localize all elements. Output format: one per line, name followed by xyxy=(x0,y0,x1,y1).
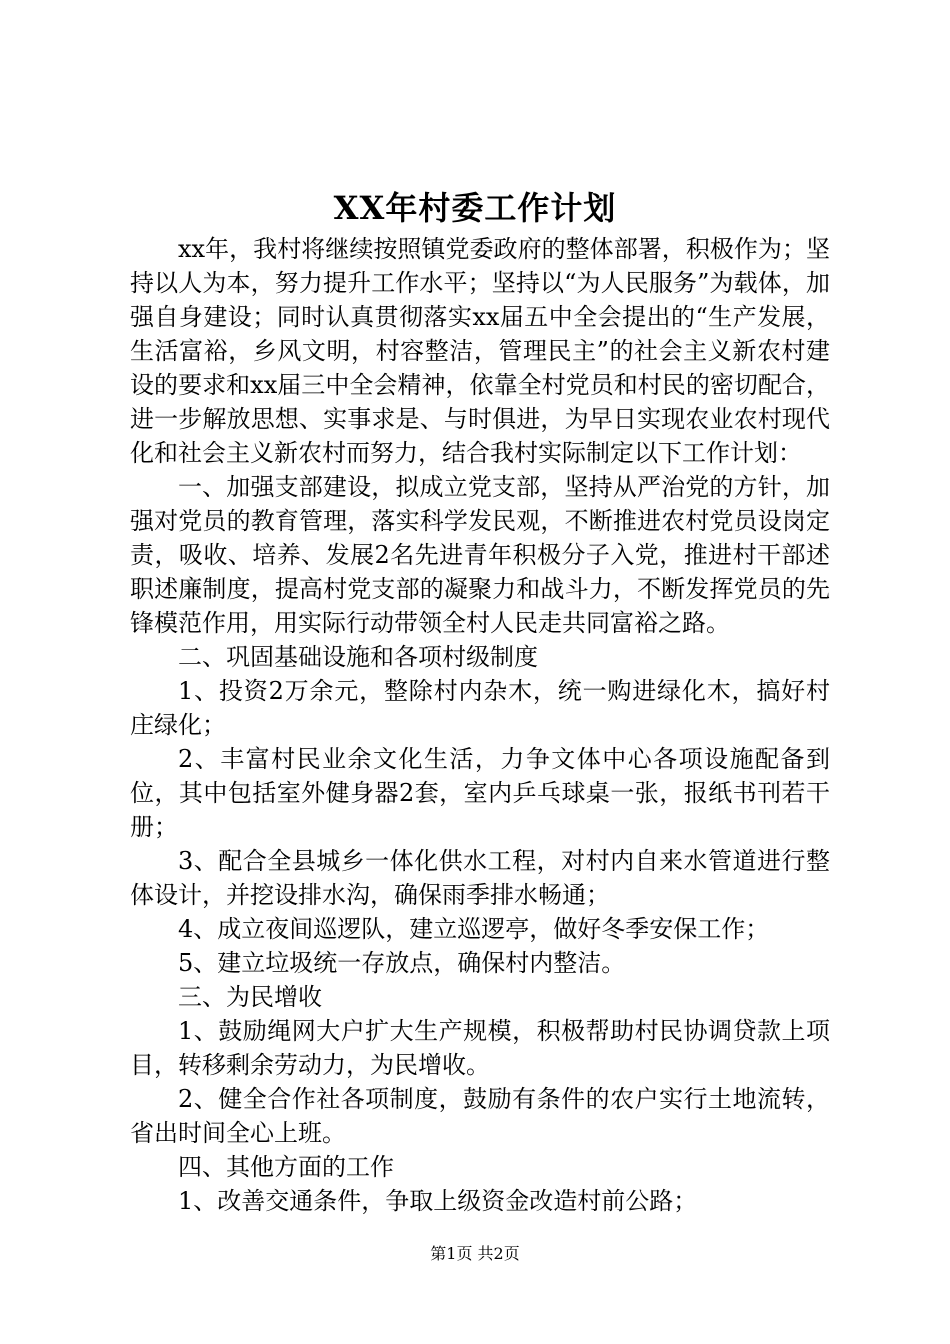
document-body xyxy=(130,232,830,1218)
list-item: 2、丰富村民业余文化生活，力争文体中心各项设施配备到位，其中包括室外健身器2套，室内乒乓球桌一张，报纸书刊若干册； xyxy=(130,745,830,841)
list-item: 3、配合全县城乡一体化供水工程，对村内自来水管道进行整体设计，并挖设排水沟，确保雨季排水畅通； xyxy=(130,847,830,909)
paragraph-intro: xx年，我村将继续按照镇党委政府的整体部署，积极作为；坚持以人为本，努力提升工作水平；坚持以“为人民服务”为载体，加强自身建设；同时认真贯彻落实xx届五中全会提出的“生产发展，生活富裕，乡风文明，村容整洁，管理民主”的社会主义新农村建设的要求和xx届三中全会精神，依靠全村党员和村民的密切配合，进一步解放思想、实事求是、与时俱进，为早日实现农业农村现代化和社会主义新农村而努力，结合我村实际制定以下工作计划： xyxy=(130,235,830,467)
list-item: 1、鼓励绳网大户扩大生产规模，积极帮助村民协调贷款上项目，转移剩余劳动力，为民增收。 xyxy=(130,1017,830,1079)
list-item: 1、投资2万余元，整除村内杂木，统一购进绿化木，搞好村庄绿化； xyxy=(130,677,830,739)
heading-section-2: 二、巩固基础设施和各项村级制度 xyxy=(178,643,538,671)
list-item: 4、成立夜间巡逻队，建立巡逻亭，做好冬季安保工作； xyxy=(178,915,770,943)
document-title: XX年村委工作计划 xyxy=(333,189,617,227)
heading-section-3: 三、为民增收 xyxy=(178,983,322,1011)
heading-section-4: 四、其他方面的工作 xyxy=(178,1153,394,1181)
paragraph-section-1: 一、加强支部建设，拟成立党支部，坚持从严治党的方针，加强对党员的教育管理，落实科学发民观，不断推进农村党员设岗定责，吸收、培养、发展2名先进青年积极分子入党，推进村干部述职述廉制度，提高村党支部的凝聚力和战斗力，不断发挥党员的先锋模范作用，用实际行动带领全村人民走共同富裕之路。 xyxy=(130,473,830,637)
list-item: 2、健全合作社各项制度，鼓励有条件的农户实行土地流转，省出时间全心上班。 xyxy=(130,1085,830,1147)
list-item: 5、建立垃圾统一存放点，确保村内整洁。 xyxy=(178,949,626,977)
list-item: 1、改善交通条件，争取上级资金改造村前公路； xyxy=(178,1187,698,1215)
page-footer: 第1页 共2页 xyxy=(430,1244,520,1263)
